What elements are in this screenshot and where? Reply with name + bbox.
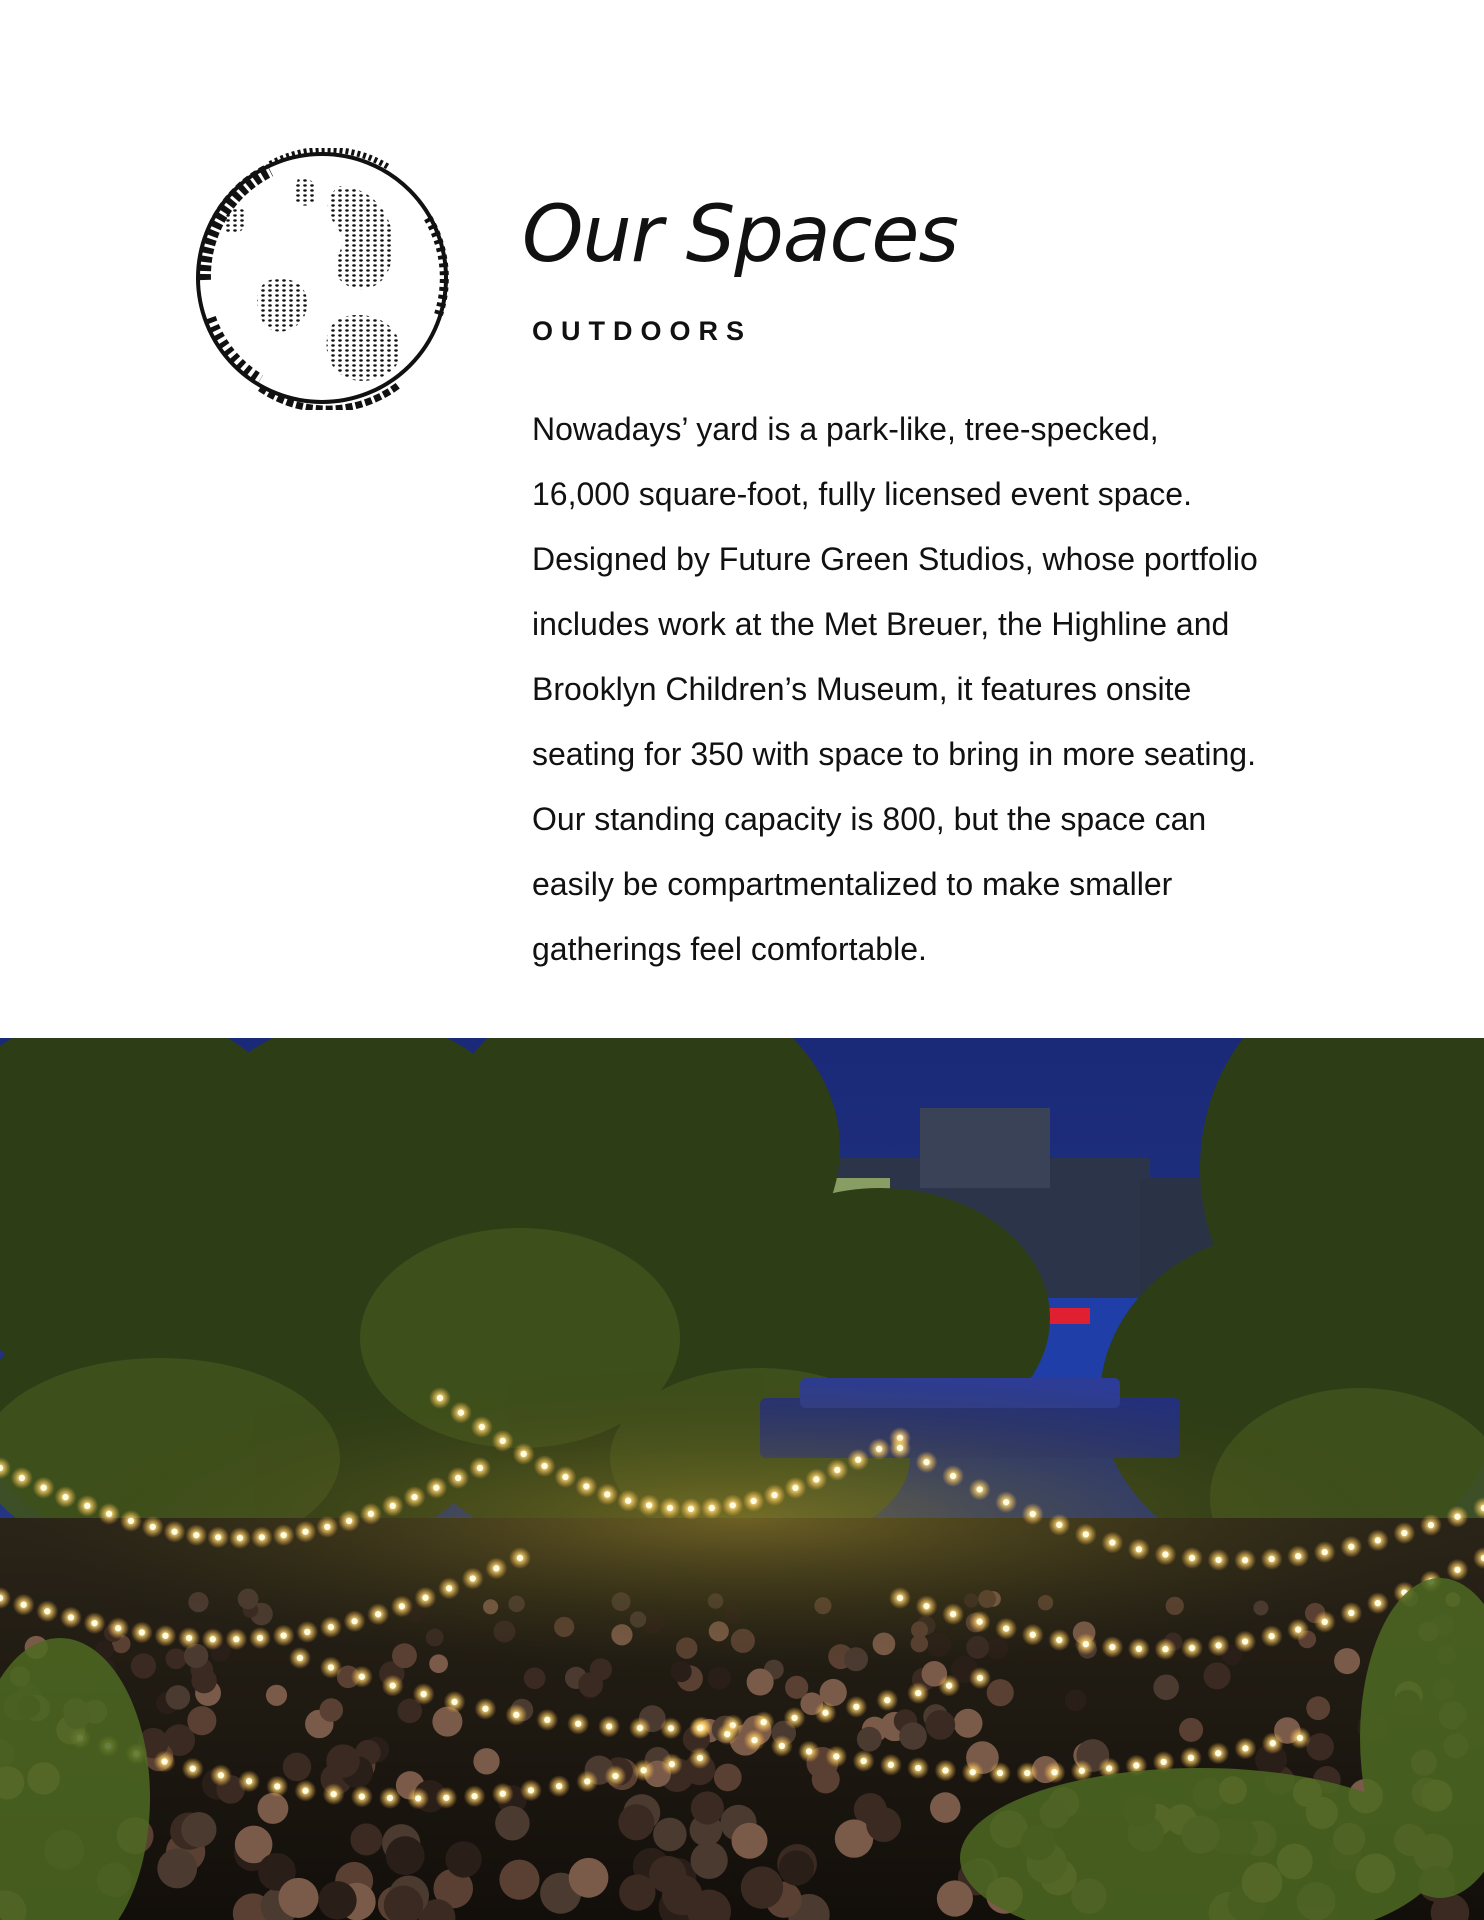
string-light-bulb: [750, 1498, 756, 1504]
crowd-head: [619, 1874, 655, 1910]
string-light-bulb: [493, 1565, 499, 1571]
crowd-head: [662, 1875, 702, 1915]
crowd-head: [257, 1793, 288, 1824]
string-light-bulb: [544, 1717, 550, 1723]
crowd-head: [283, 1753, 312, 1782]
crowd-head: [191, 1668, 216, 1693]
string-light-bulb: [411, 1494, 417, 1500]
string-light-bulb: [977, 1675, 983, 1681]
string-light-bulb: [1051, 1769, 1057, 1775]
string-light-bulb: [458, 1409, 464, 1415]
string-light-bulb: [477, 1465, 483, 1471]
string-light-bulb: [1079, 1768, 1085, 1774]
string-light-bulb: [259, 1534, 265, 1540]
string-light-bulb: [584, 1778, 590, 1784]
string-light-bulb: [215, 1534, 221, 1540]
string-light-bulb: [115, 1625, 121, 1631]
crowd-head: [473, 1748, 499, 1774]
string-light-bulb: [520, 1451, 526, 1457]
crowd-head: [714, 1764, 742, 1792]
string-light-bulb: [190, 1765, 196, 1771]
string-light-bulb: [1295, 1626, 1301, 1632]
string-light-bulb: [1268, 1633, 1274, 1639]
string-light-bulb: [860, 1758, 866, 1764]
string-light-bulb: [1083, 1641, 1089, 1647]
crowd-head: [266, 1685, 287, 1706]
crowd-head: [899, 1722, 927, 1750]
string-light-bulb: [897, 1595, 903, 1601]
string-light-bulb: [813, 1476, 819, 1482]
crowd-head: [524, 1667, 546, 1689]
string-light-bulb: [946, 1682, 952, 1688]
string-light-bulb: [1428, 1522, 1434, 1528]
string-light-bulb: [139, 1629, 145, 1635]
crowd-head: [166, 1685, 191, 1710]
body-line: Our standing capacity is 800, but the space can: [532, 801, 1207, 837]
string-light-bulb: [1401, 1530, 1407, 1536]
string-light-bulb: [779, 1743, 785, 1749]
string-light-bulb: [1454, 1567, 1460, 1573]
string-light-bulb: [20, 1602, 26, 1608]
string-light-bulb: [646, 1502, 652, 1508]
string-light-bulb: [771, 1492, 777, 1498]
crowd-head: [1065, 1690, 1087, 1712]
crowd-head: [857, 1727, 882, 1752]
string-light-bulb: [482, 1706, 488, 1712]
string-light-bulb: [541, 1463, 547, 1469]
section-subtitle: OUTDOORS: [532, 316, 753, 346]
string-light-bulb: [923, 1459, 929, 1465]
string-light-bulb: [834, 1467, 840, 1473]
string-light-bulb: [1295, 1553, 1301, 1559]
string-light-bulb: [751, 1737, 757, 1743]
crowd-head: [747, 1669, 774, 1696]
string-light-bulb: [1160, 1759, 1166, 1765]
body-line: Nowadays’ yard is a park-like, tree-specked,: [532, 411, 1159, 447]
string-light-bulb: [625, 1498, 631, 1504]
body-line: includes work at the Met Breuer, the Highline and: [532, 606, 1230, 642]
string-light-bulb: [697, 1725, 703, 1731]
crowd-head: [937, 1880, 973, 1916]
string-light-bulb: [390, 1682, 396, 1688]
string-light-bulb: [84, 1503, 90, 1509]
string-light-bulb: [1024, 1770, 1030, 1776]
string-light-bulb: [1083, 1531, 1089, 1537]
page-title: Our Spaces: [522, 190, 959, 280]
string-light-bulb: [1268, 1556, 1274, 1562]
string-light-bulb: [688, 1506, 694, 1512]
string-light-bulb: [237, 1535, 243, 1541]
body-line: easily be compartmentalized to make smaller: [532, 866, 1173, 902]
string-light-bulb: [806, 1748, 812, 1754]
crowd-head: [278, 1878, 318, 1918]
string-light-bulb: [1297, 1735, 1303, 1741]
string-light-bulb: [375, 1611, 381, 1617]
string-light-bulb: [791, 1715, 797, 1721]
string-light-bulb: [218, 1772, 224, 1778]
string-light-bulb: [422, 1595, 428, 1601]
string-light-bulb: [330, 1791, 336, 1797]
string-light-bulb: [833, 1753, 839, 1759]
string-light-bulb: [500, 1790, 506, 1796]
string-light-bulb: [1375, 1537, 1381, 1543]
string-light-bulb: [976, 1618, 982, 1624]
crowd-head: [930, 1792, 961, 1823]
body-line: Designed by Future Green Studios, whose portfolio: [532, 541, 1258, 577]
string-light-bulb: [1106, 1765, 1112, 1771]
string-light-bulb: [433, 1485, 439, 1491]
string-light-bulb: [1056, 1522, 1062, 1528]
string-light-bulb: [161, 1758, 167, 1764]
string-light-bulb: [415, 1795, 421, 1801]
string-light-bulb: [420, 1691, 426, 1697]
string-light-bulb: [500, 1438, 506, 1444]
string-light-bulb: [387, 1795, 393, 1801]
string-light-bulb: [1242, 1638, 1248, 1644]
string-light-bulb: [479, 1424, 485, 1430]
string-light-bulb: [171, 1528, 177, 1534]
string-light-bulb: [1136, 1546, 1142, 1552]
string-light-bulb: [915, 1765, 921, 1771]
crowd-head: [779, 1850, 814, 1885]
string-light-bulb: [640, 1767, 646, 1773]
string-light-bulb: [1215, 1642, 1221, 1648]
body-line: Brooklyn Children’s Museum, it features onsite: [532, 671, 1192, 707]
string-light-bulb: [302, 1788, 308, 1794]
string-light-bulb: [1003, 1499, 1009, 1505]
string-light-bulb: [297, 1655, 303, 1661]
string-light-bulb: [1242, 1745, 1248, 1751]
string-light-bulb: [359, 1793, 365, 1799]
string-light-bulb: [68, 1614, 74, 1620]
string-light-bulb: [91, 1620, 97, 1626]
string-light-bulb: [324, 1524, 330, 1530]
crowd-head: [708, 1667, 731, 1690]
string-light-bulb: [1215, 1750, 1221, 1756]
string-light-bulb: [575, 1721, 581, 1727]
string-light-bulb: [876, 1446, 882, 1452]
string-light-bulb: [437, 1395, 443, 1401]
crowd-head: [653, 1818, 687, 1852]
string-light-bulb: [328, 1624, 334, 1630]
string-light-bulb: [884, 1697, 890, 1703]
string-light-bulb: [792, 1485, 798, 1491]
crowd-head: [495, 1806, 530, 1841]
string-light-bulb: [274, 1783, 280, 1789]
crowd-head: [618, 1804, 654, 1840]
crowd-head: [569, 1858, 609, 1898]
string-light-bulb: [257, 1635, 263, 1641]
string-light-bulb: [186, 1635, 192, 1641]
crowd-head: [386, 1836, 425, 1875]
body-line: 16,000 square-foot, fully licensed event space.: [532, 476, 1192, 512]
string-light-bulb: [328, 1664, 334, 1670]
crowd-head: [732, 1823, 768, 1859]
string-light-bulb: [1454, 1513, 1460, 1519]
crowd-head: [318, 1881, 356, 1919]
string-light-bulb: [210, 1636, 216, 1642]
string-light-bulb: [562, 1474, 568, 1480]
crowd-head: [987, 1679, 1014, 1706]
string-light-bulb: [351, 1618, 357, 1624]
string-light-bulb: [667, 1505, 673, 1511]
string-light-bulb: [1188, 1755, 1194, 1761]
string-light-bulb: [471, 1793, 477, 1799]
crowd-head: [326, 1744, 360, 1778]
string-light-bulb: [760, 1719, 766, 1725]
string-light-bulb: [556, 1783, 562, 1789]
string-light-bulb: [612, 1773, 618, 1779]
string-light-bulb: [19, 1475, 25, 1481]
string-light-bulb: [1215, 1557, 1221, 1563]
string-light-bulb: [923, 1603, 929, 1609]
crowd-head: [785, 1676, 808, 1699]
string-light-bulb: [1003, 1625, 1009, 1631]
body-line: gatherings feel comfortable.: [532, 931, 927, 967]
string-light-bulb: [1348, 1610, 1354, 1616]
string-light-bulb: [1030, 1511, 1036, 1517]
crowd-head: [866, 1807, 901, 1842]
string-light-bulb: [1322, 1549, 1328, 1555]
string-light-bulb: [897, 1445, 903, 1451]
string-light-bulb: [606, 1723, 612, 1729]
string-light-bulb: [976, 1486, 982, 1492]
string-light-bulb: [730, 1502, 736, 1508]
string-light-bulb: [668, 1725, 674, 1731]
crowd-head: [1153, 1674, 1179, 1700]
string-light-bulb: [709, 1505, 715, 1511]
string-light-bulb: [950, 1473, 956, 1479]
crowd-head: [690, 1842, 727, 1879]
string-light-bulb: [1189, 1555, 1195, 1561]
crowd-head: [157, 1849, 197, 1889]
string-light-bulb: [942, 1767, 948, 1773]
string-light-bulb: [128, 1518, 134, 1524]
string-light-bulb: [1109, 1539, 1115, 1545]
crowd-head: [445, 1841, 481, 1877]
body-line: seating for 350 with space to bring in more seating.: [532, 736, 1256, 772]
string-light-bulb: [1133, 1762, 1139, 1768]
string-light-bulb: [1136, 1646, 1142, 1652]
string-light-bulb: [346, 1518, 352, 1524]
string-light-bulb: [513, 1712, 519, 1718]
crowd-head: [1306, 1696, 1330, 1720]
string-light-bulb: [1109, 1644, 1115, 1650]
string-light-bulb: [888, 1762, 894, 1768]
string-light-bulb: [451, 1699, 457, 1705]
string-light-bulb: [517, 1555, 523, 1561]
string-light-bulb: [1162, 1551, 1168, 1557]
string-light-bulb: [950, 1611, 956, 1617]
outdoor-yard-photo: [0, 1038, 1484, 1920]
string-light-bulb: [1375, 1600, 1381, 1606]
string-light-bulb: [997, 1770, 1003, 1776]
string-light-bulb: [855, 1457, 861, 1463]
string-light-bulb: [246, 1778, 252, 1784]
string-light-bulb: [302, 1528, 308, 1534]
string-light-bulb: [1242, 1557, 1248, 1563]
crowd-head: [954, 1709, 983, 1738]
moon-illustration-icon: [190, 148, 458, 410]
body-paragraph: [532, 397, 1332, 982]
string-light-bulb: [150, 1524, 156, 1530]
string-light-bulb: [368, 1511, 374, 1517]
string-light-bulb: [970, 1769, 976, 1775]
string-light-bulb: [106, 1511, 112, 1517]
string-light-bulb: [724, 1731, 730, 1737]
string-light-bulb: [697, 1755, 703, 1761]
crowd-head: [187, 1706, 216, 1735]
crowd-head: [741, 1866, 783, 1908]
string-light-bulb: [822, 1710, 828, 1716]
crowd-head: [499, 1860, 539, 1900]
string-light-bulb: [62, 1494, 68, 1500]
string-light-bulb: [604, 1491, 610, 1497]
string-light-bulb: [1270, 1740, 1276, 1746]
string-light-bulb: [162, 1633, 168, 1639]
string-light-bulb: [1162, 1646, 1168, 1652]
string-light-bulb: [470, 1575, 476, 1581]
string-light-bulb: [446, 1585, 452, 1591]
crowd-head: [181, 1812, 216, 1847]
string-light-bulb: [1189, 1645, 1195, 1651]
string-light-bulb: [1056, 1637, 1062, 1643]
crowd-head: [319, 1698, 343, 1722]
string-light-bulb: [1030, 1632, 1036, 1638]
string-light-bulb: [853, 1704, 859, 1710]
crowd-head: [578, 1672, 603, 1697]
string-light-bulb: [304, 1629, 310, 1635]
crowd-head: [350, 1823, 382, 1855]
string-light-bulb: [1348, 1544, 1354, 1550]
string-light-bulb: [40, 1485, 46, 1491]
string-light-bulb: [915, 1690, 921, 1696]
crowd-head: [1179, 1718, 1203, 1742]
string-light-bulb: [1322, 1619, 1328, 1625]
string-light-bulb: [359, 1674, 365, 1680]
crowd-head: [691, 1791, 724, 1824]
string-light-bulb: [399, 1603, 405, 1609]
string-light-bulb: [637, 1725, 643, 1731]
string-light-bulb: [44, 1608, 50, 1614]
string-light-bulb: [583, 1483, 589, 1489]
string-light-bulb: [455, 1475, 461, 1481]
string-light-bulb: [193, 1532, 199, 1538]
string-light-bulb: [528, 1787, 534, 1793]
string-light-bulb: [280, 1632, 286, 1638]
string-light-bulb: [233, 1636, 239, 1642]
string-light-bulb: [390, 1503, 396, 1509]
string-light-bulb: [669, 1761, 675, 1767]
crowd-head: [925, 1710, 955, 1740]
string-light-bulb: [280, 1532, 286, 1538]
string-light-bulb: [443, 1795, 449, 1801]
